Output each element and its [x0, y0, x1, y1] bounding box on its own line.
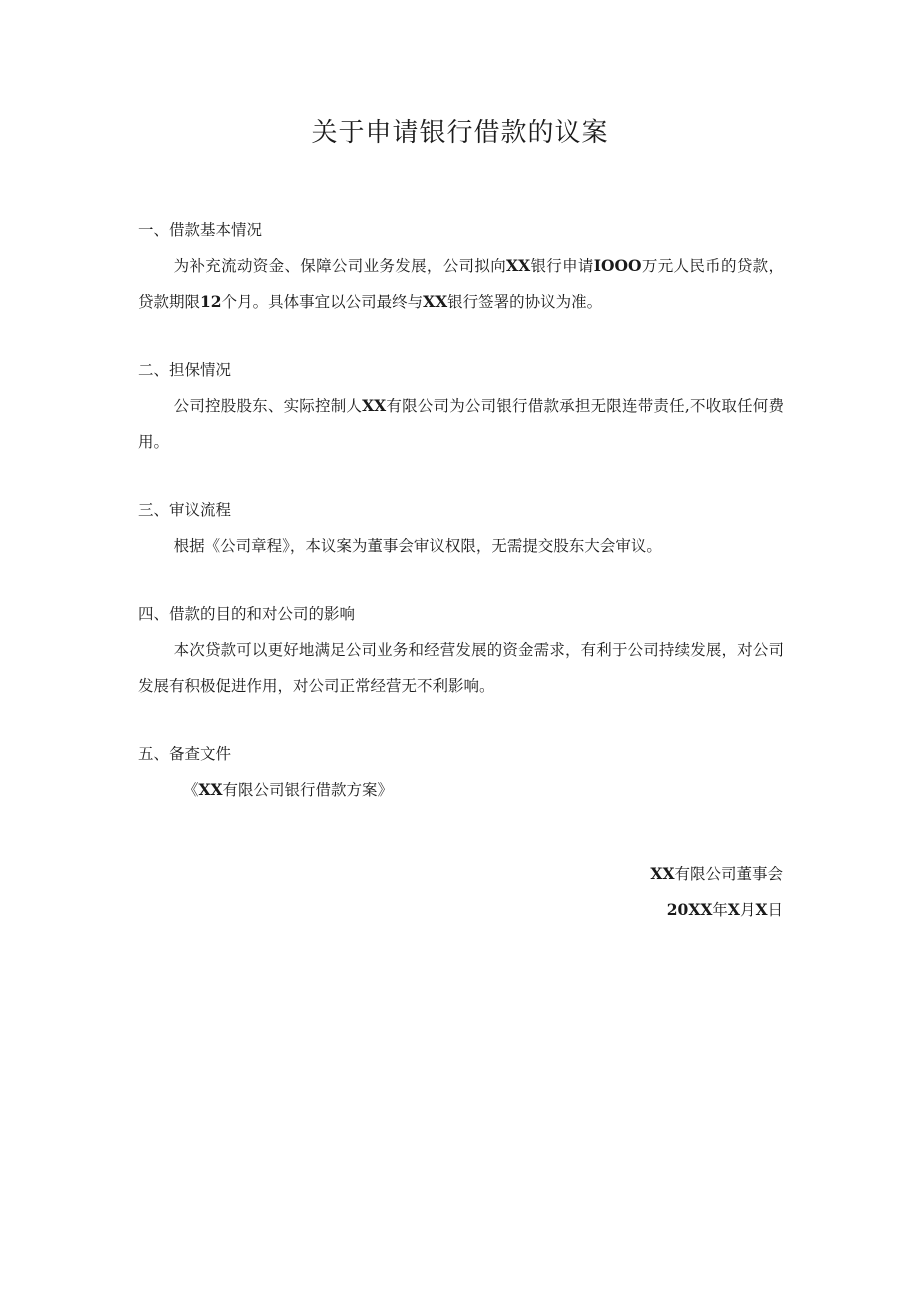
section-paragraph: 为补充流动资金、保障公司业务发展，公司拟向XX银行申请IOOO万元人民币的贷款，贷款期限12个月。具体事宜以公司最终与XX银行签署的协议为准。 [138, 256, 784, 311]
section-paragraph: 公司控股股东、实际控制人XX有限公司为公司银行借款承担无限连带责任,不收取任何费用。 [138, 396, 784, 451]
document-title: 关于申请银行借款的议案 [311, 118, 609, 148]
section-heading: 二、担保情况 [138, 361, 232, 379]
section-heading: 一、借款基本情况 [138, 221, 263, 239]
section-loan-basics [138, 216, 784, 320]
section-review-process [138, 496, 784, 564]
section-paragraph: 本次贷款可以更好地满足公司业务和经营发展的资金需求，有利于公司持续发展，对公司发展有积极促进作用，对公司正常经营无不利影响。 [138, 641, 784, 695]
section-heading: 三、审议流程 [138, 501, 232, 519]
signature-organization: XX有限公司董事会 [650, 864, 783, 883]
signature-date: 20XX年X月X日 [666, 900, 783, 919]
section-heading: 五、备查文件 [138, 745, 232, 763]
document-body [138, 216, 784, 808]
section-reference-documents [138, 740, 784, 808]
section-guarantee [138, 356, 784, 460]
section-purpose-impact [138, 600, 784, 704]
signature-block [650, 856, 783, 928]
section-paragraph: 《XX有限公司银行借款方案》 [182, 780, 394, 799]
section-paragraph: 根据《公司章程》，本议案为董事会审议权限，无需提交股东大会审议。 [173, 537, 662, 555]
section-heading: 四、借款的目的和对公司的影响 [138, 605, 356, 623]
